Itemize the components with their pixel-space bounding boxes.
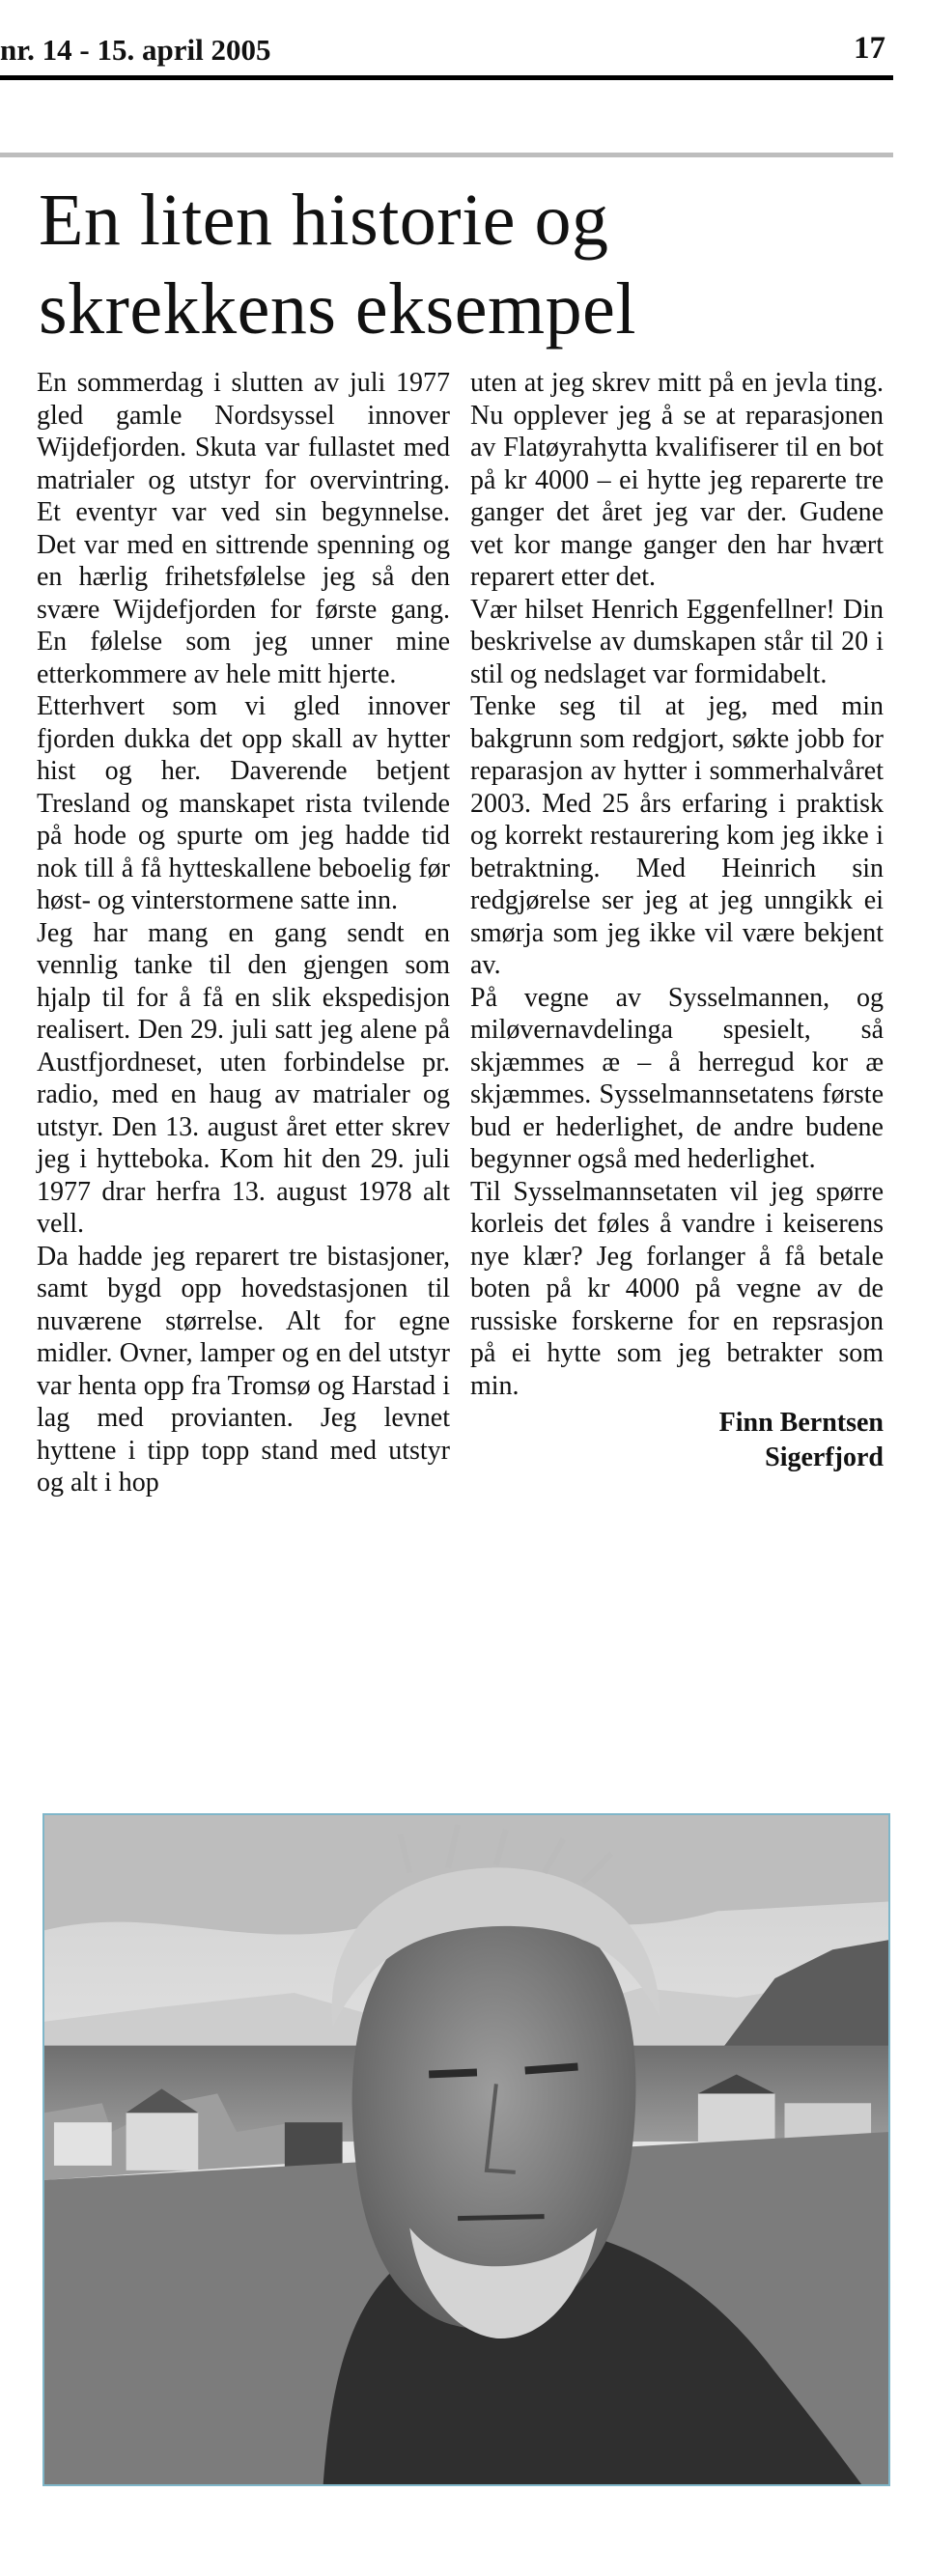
paragraph: På vegne av Sysselmannen, og miløvernavdelinga spesielt, så skjæmmes æ – å herregud kor æ skjæmmes. Sysselmannsetatens første bud er hederlighet, de andre budene begynner også med hederlighet. bbox=[470, 982, 884, 1174]
article-headline: En liten historie og skrekkens eksempel bbox=[39, 180, 636, 350]
paragraph: Jeg har mang en gang sendt en vennlig tanke til den gjengen som hjalp til for å få en slik ekspedisjon realisert. Den 29. juli satt jeg alene på Austfjordneset, uten forbindelse pr. radio, med en haug av matrialer og utstyr. Den 13. august året etter skrev jeg i hytteboka. Kom hit den 29. juli 1977 drar herfra 13. august 1978 alt vell. bbox=[37, 917, 450, 1239]
author-name: Finn Berntsen bbox=[718, 1408, 884, 1438]
author-place: Sigerfjord bbox=[765, 1442, 884, 1472]
paragraph: uten at jeg skrev mitt på en jevla ting. Nu opplever jeg å se at reparasjonen av Flatøyrahytta kvalifiserer til en bot på kr 4000 – ei hytte jeg reparerte tre ganger det året jeg var der. Gudene vet kor mange ganger den har hvært reparert etter det. bbox=[470, 368, 884, 592]
photo-illustration bbox=[44, 1815, 888, 2484]
paragraph: Vær hilset Henrich Eggenfellner! Din beskrivelse av dumskapen står til 20 i stil og nedslaget var formidabelt. bbox=[470, 594, 884, 689]
paragraph: Tenke seg til at jeg, med min bakgrunn som redgjort, søkte jobb for reparasjon av hytter i sommerhalvåret 2003. Med 25 års erfaring i praktisk og korrekt restaurering kom jeg ikke i betraktning. Med Heinrich sin redgjørelse ser jeg at jeg unngikk ei smørja som jeg ikke vil være bekjent av. bbox=[470, 691, 884, 980]
section-divider bbox=[0, 153, 893, 157]
issue-date: nr. 14 - 15. april 2005 bbox=[0, 33, 271, 67]
page-number: 17 bbox=[854, 31, 885, 66]
paragraph: Etterhvert som vi gled innover fjorden dukka det opp skall av hytter hist og her. Daverende betjent Tresland og manskapet rista tvilende på hode og spurte om jeg hadde tid nok till å få hytteskallene beboelig før høst- og vinterstormene satte inn. bbox=[37, 691, 450, 915]
portrait-photo-icon bbox=[42, 1813, 890, 2486]
paragraph: Til Sysselmannsetaten vil jeg spørre korleis det føles å vandre i keiserens nye klær? Jeg forlanger å få betale boten på kr 4000 på vegne av de russiske forskerne for en repsrasjon på ei hytte som jeg betrakter som min. bbox=[470, 1176, 884, 1401]
article-column-right bbox=[470, 367, 884, 1475]
page-header bbox=[0, 29, 893, 80]
paragraph: Da hadde jeg reparert tre bistasjoner, samt bygd opp hovedstasjonen til nuværene størrelse. Alt for egne midler. Ovner, lamper og en del utstyr var henta opp fra Tromsø og Harstad i lag med provianten. Jeg levnet hyttene i tipp topp stand med utstyr og alt i hop bbox=[37, 1241, 450, 1498]
article-column-left bbox=[37, 367, 450, 1499]
author-signature bbox=[470, 1406, 884, 1475]
paragraph: En sommerdag i slutten av juli 1977 gled gamle Nordsyssel innover Wijdefjorden. Skuta var fullastet med matrialer og utstyr for overvintring. Et eventyr var ved sin begynnelse. Det var med en sittrende spenning og en hærlig frihetsfølelse jeg så den svære Wijdefjorden for første gang. En følelse som jeg unner mine etterkommere av hele mitt hjerte. bbox=[37, 368, 450, 689]
